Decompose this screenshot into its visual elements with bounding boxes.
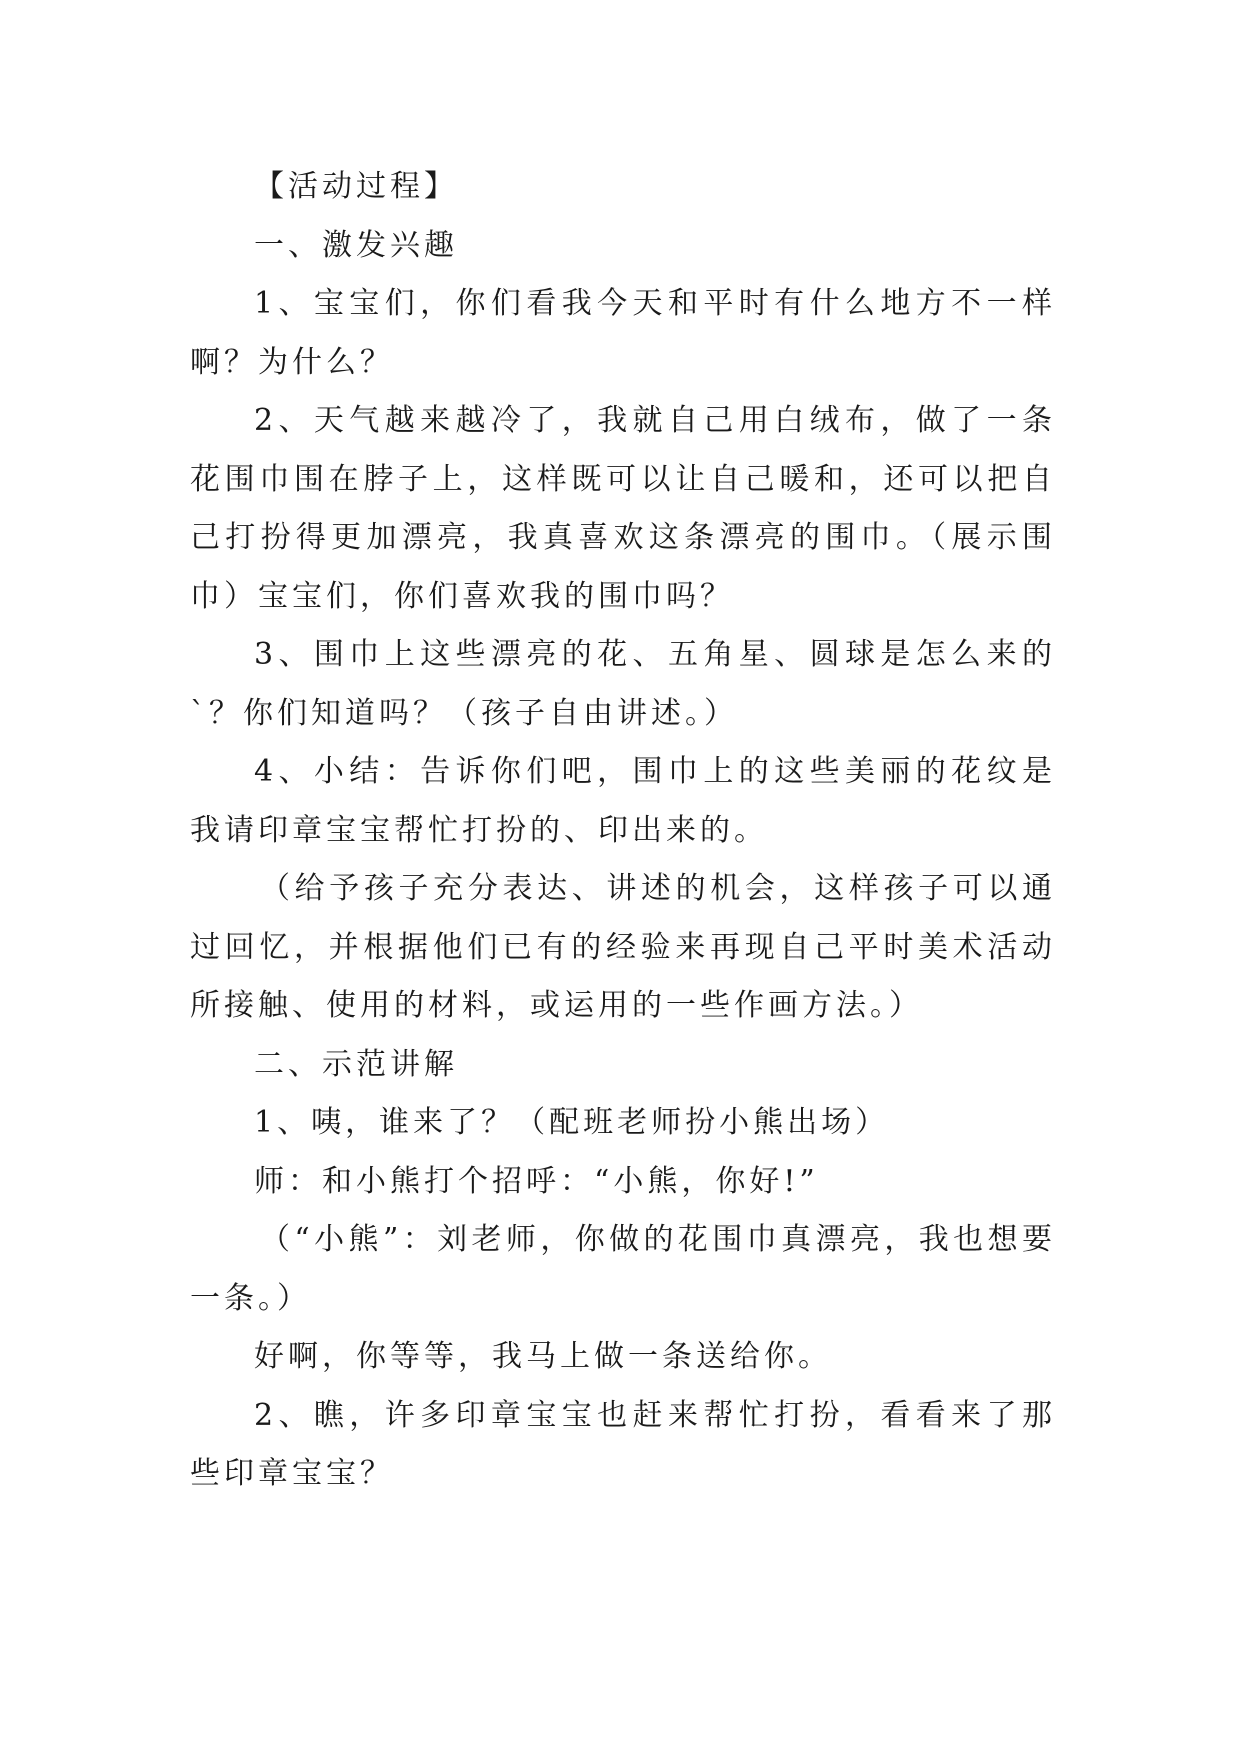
document-body [190,158,1056,1504]
paragraph: 师：和小熊打个招呼：“小熊，你好!” [254,1163,819,1199]
paragraph: （“小熊”：刘老师，你做的花围巾真漂亮，我也想要一条。） [190,1222,1056,1316]
paragraph: （给予孩子充分表达、讲述的机会，这样孩子可以通过回忆，并根据他们已有的经验来再现自己平时美术活动所接触、使用的材料，或运用的一些作画方法。） [190,871,1056,1023]
paragraph: 好啊，你等等，我马上做一条送给你。 [254,1339,832,1374]
subsection-heading: 一、激发兴趣 [254,227,458,263]
section-heading: 【活动过程】 [254,169,458,204]
paragraph: 1、宝宝们，你们看我今天和平时有什么地方不一样啊？为什么？ [190,286,1056,380]
subsection-heading: 二、示范讲解 [254,1046,458,1082]
paragraph: 4、小结：告诉你们吧，围巾上的这些美丽的花纹是我请印章宝宝帮忙打扮的、印出来的。 [190,754,1056,848]
paragraph: 2、瞧，许多印章宝宝也赶来帮忙打扮，看看来了那些印章宝宝？ [190,1397,1056,1491]
paragraph: 1、咦，谁来了？（配班老师扮小熊出场） [254,1105,890,1140]
paragraph: 3、围巾上这些漂亮的花、五角星、圆球是怎么来的`？你们知道吗？（孩子自由讲述。） [190,637,1056,731]
paragraph: 2、天气越来越冷了，我就自己用白绒布，做了一条花围巾围在脖子上，这样既可以让自己暖和，还可以把自己打扮得更加漂亮，我真喜欢这条漂亮的围巾。（展示围巾）宝宝们，你们喜欢我的围巾吗？ [190,403,1056,614]
